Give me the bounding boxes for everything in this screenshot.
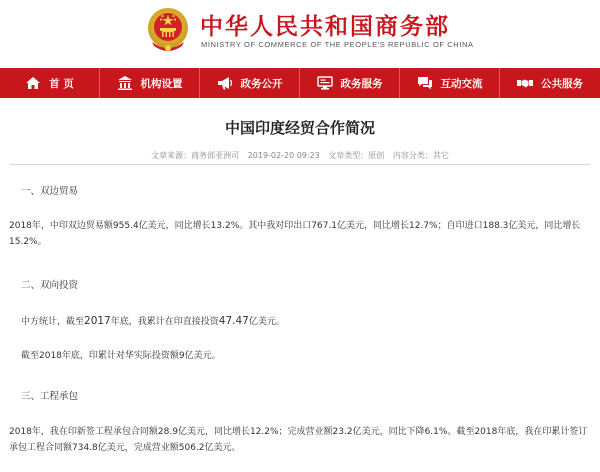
investment-text-suffix: 亿美元。 — [248, 317, 285, 327]
meta-category: 内容分类：其它 — [392, 151, 449, 160]
building-icon — [117, 76, 133, 90]
paragraph-contracting: 2018年，我在印新签工程承包合同额28.9亿美元，同比增长12.2%；完成营业额23.2亿美元，同比下降6.1%。截至2018年底，我在印累计签订承包工程合同额734.8亿美元，完成营业额506.2亿美元。 — [9, 427, 588, 453]
handshake-icon — [517, 76, 533, 90]
megaphone-icon — [217, 76, 233, 90]
meta-date: 2019-02-20 09:23 — [247, 151, 320, 160]
nav-home[interactable] — [0, 68, 100, 98]
paragraph-investment-china — [21, 313, 591, 330]
section-heading-contracting: 三、工程承包 — [21, 391, 79, 402]
paragraph-investment-india: 截至2018年底，印累计对华实际投资额9亿美元。 — [21, 351, 221, 361]
title-divider — [10, 164, 590, 165]
meta-type: 文章类型：原创 — [328, 151, 385, 160]
investment-text-prefix: 中方统计，截至 — [21, 317, 85, 327]
nav-interaction[interactable] — [400, 68, 500, 98]
investment-year: 2017 — [84, 315, 111, 327]
section-heading-investment: 二、双向投资 — [21, 280, 79, 291]
monitor-icon — [317, 76, 333, 90]
investment-text-mid: 年底，我累计在印直接投资 — [110, 317, 219, 327]
site-header — [0, 0, 600, 62]
chat-icon — [417, 76, 433, 90]
site-title-en: MINISTRY OF COMMERCE OF THE PEOPLE'S REPUBLIC OF CHINA — [201, 40, 474, 49]
nav-interaction-label: 互动交流 — [440, 77, 483, 90]
meta-source: 文章来源：商务部亚洲司 — [151, 151, 240, 160]
nav-public-services[interactable] — [500, 68, 600, 98]
nav-organization-label: 机构设置 — [140, 77, 183, 90]
home-icon — [25, 76, 41, 90]
nav-government-affairs-label: 政务公开 — [240, 77, 283, 90]
national-emblem-icon[interactable] — [146, 6, 190, 56]
article-title: 中国印度经贸合作简况 — [224, 119, 375, 137]
nav-government-services-label: 政务服务 — [340, 77, 383, 90]
site-title-cn[interactable]: 中华人民共和国商务部 — [200, 14, 450, 40]
nav-government-services[interactable] — [300, 68, 400, 98]
nav-home-label: 首 页 — [49, 77, 74, 90]
article-meta — [0, 150, 600, 161]
section-heading-trade: 一、双边贸易 — [21, 186, 79, 197]
main-nav — [0, 68, 600, 98]
nav-organization[interactable] — [100, 68, 200, 98]
nav-public-services-label: 公共服务 — [541, 77, 583, 90]
paragraph-trade: 2018年，中印双边贸易额955.4亿美元，同比增长13.2%。其中我对印出口767.1亿美元，同比增长12.7%；自印进口188.3亿美元，同比增长15.2%。 — [9, 221, 581, 247]
investment-amount: 47.47 — [218, 315, 249, 327]
nav-government-affairs[interactable] — [200, 68, 300, 98]
